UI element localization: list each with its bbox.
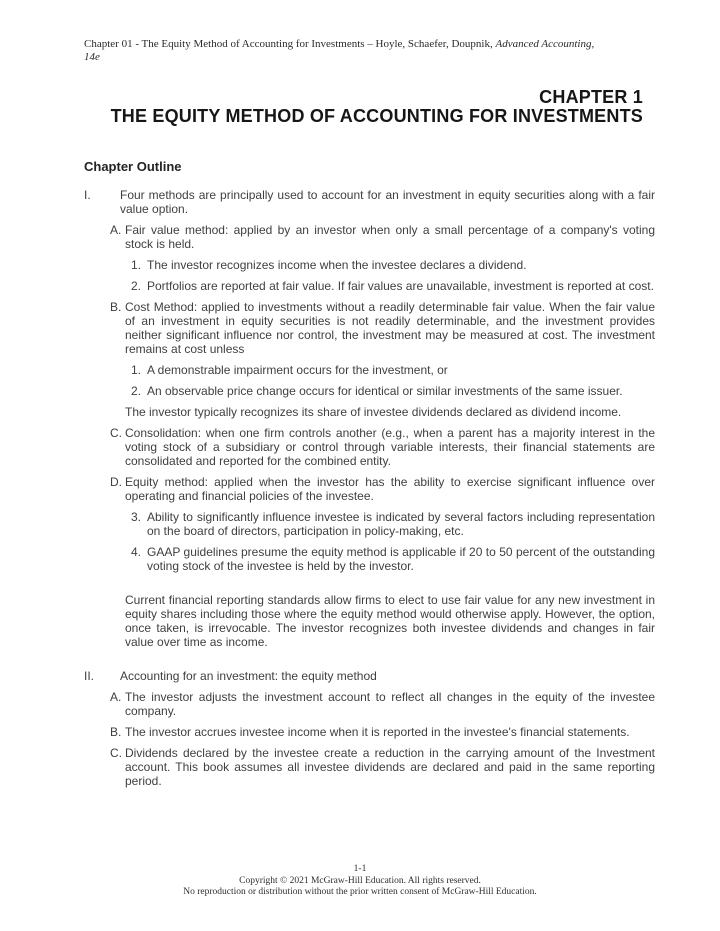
- outline-item: [84, 669, 655, 683]
- outline-item: [110, 690, 655, 718]
- outline-item-text: Current financial reporting standards allow firms to elect to use fair value for any new investment in equity shares including those where the equity method would otherwise apply. However, the option, once taken, is irrevocable. The investor recognizes both investee dividends and changes in fair value over time as income.: [125, 593, 655, 649]
- outline-item-text: The investor recognizes income when the investee declares a dividend.: [147, 258, 527, 272]
- outline-item-text: Dividends declared by the investee create a reduction in the carrying amount of the Investment account. This book assumes all investee dividends are declared and paid in the same reporting period.: [125, 746, 655, 788]
- outline-item-label: 2.: [131, 384, 142, 398]
- outline-item: [84, 188, 655, 216]
- running-header-book-title: Advanced Accounting,: [495, 38, 595, 50]
- page-number: 1-1: [353, 864, 367, 874]
- outline-item-text: Four methods are principally used to account for an investment in equity securities along with a fair value option.: [120, 188, 655, 216]
- outline-item-text: Accounting for an investment: the equity method: [120, 669, 377, 683]
- running-header-edition: 14e: [84, 51, 100, 63]
- outline-item-label: C.: [110, 746, 122, 760]
- outline-item-label: A.: [110, 690, 122, 704]
- outline-item-text: The investor accrues investee income when it is reported in the investee's financial statements.: [125, 725, 630, 739]
- outline-item: [131, 258, 655, 272]
- outline-item: [110, 223, 655, 251]
- outline-item-text: Portfolios are reported at fair value. If fair values are unavailable, investment is reported at cost.: [147, 279, 654, 293]
- outline-item-text: Equity method: applied when the investor has the ability to exercise significant influence over operating and financial policies of the investee.: [125, 475, 655, 503]
- outline-item: [110, 300, 655, 356]
- outline-item-text: Fair value method: applied by an investor when only a small percentage of a company's voting stock is held.: [125, 223, 655, 251]
- outline-item-label: A.: [110, 223, 122, 237]
- outline-item-text: A demonstrable impairment occurs for the investment, or: [147, 363, 448, 377]
- outline-item: [131, 384, 655, 398]
- outline-item: [110, 426, 655, 468]
- outline-paragraph: [125, 593, 655, 649]
- outline-item-label: 1.: [131, 363, 142, 377]
- reproduction-notice: No reproduction or distribution without the prior written consent of McGraw-Hill Education.: [183, 887, 537, 897]
- outline-item: [110, 475, 655, 503]
- chapter-outline-list: [84, 188, 655, 788]
- outline-item-label: 3.: [131, 510, 142, 524]
- outline-item: [131, 363, 655, 377]
- outline-paragraph: [125, 405, 655, 419]
- outline-item-label: 4.: [131, 545, 142, 559]
- outline-item-label: D.: [110, 475, 122, 489]
- outline-item-label: 1.: [131, 258, 142, 272]
- outline-item: [131, 279, 655, 293]
- chapter-number-heading: CHAPTER 1: [539, 87, 643, 107]
- outline-item-label: II.: [84, 669, 95, 683]
- outline-item: [110, 725, 655, 739]
- outline-item-text: Cost Method: applied to investments without a readily determinable fair value. When the fair value of an investment in equity securities is not readily determinable, and the investment provides neither significant influence nor control, the investment may be measured at cost. The investment remains at cost unless: [125, 300, 655, 356]
- outline-heading: Chapter Outline: [84, 159, 182, 174]
- running-header-text: Chapter 01 - The Equity Method of Accounting for Investments – Hoyle, Schaefer, Doupnik,: [84, 38, 496, 50]
- outline-item-text: The investor adjusts the investment account to reflect all changes in the equity of the investee company.: [125, 690, 655, 718]
- outline-item-text: An observable price change occurs for identical or similar investments of the same issuer.: [147, 384, 623, 398]
- outline-item-label: 2.: [131, 279, 142, 293]
- outline-item: [110, 746, 655, 788]
- chapter-title-heading: THE EQUITY METHOD OF ACCOUNTING FOR INVESTMENTS: [110, 106, 643, 126]
- outline-item-text: GAAP guidelines presume the equity method is applicable if 20 to 50 percent of the outstanding voting stock of the investee is held by the investor.: [147, 545, 655, 573]
- outline-item-label: B.: [110, 725, 122, 739]
- outline-item-text: Consolidation: when one firm controls another (e.g., when a parent has a majority interest in the voting stock of a subsidiary or control through variable interests, their financial statements are consolidated and reported for the combined entity.: [125, 426, 655, 468]
- chapter-title-block: [84, 88, 655, 126]
- outline-item: [131, 510, 655, 538]
- outline-item-text: The investor typically recognizes its share of investee dividends declared as dividend income.: [125, 405, 622, 419]
- outline-item-label: C.: [110, 426, 122, 440]
- outline-item-label: B.: [110, 300, 122, 314]
- outline-item-text: Ability to significantly influence investee is indicated by several factors including representation on the board of directors, participation in policy-making, etc.: [147, 510, 655, 538]
- copyright-line: Copyright © 2021 McGraw-Hill Education. All rights reserved.: [239, 875, 481, 886]
- outline-item-label: I.: [84, 188, 91, 202]
- page-footer: [0, 864, 720, 899]
- outline-item: [131, 545, 655, 573]
- running-header: [84, 38, 655, 64]
